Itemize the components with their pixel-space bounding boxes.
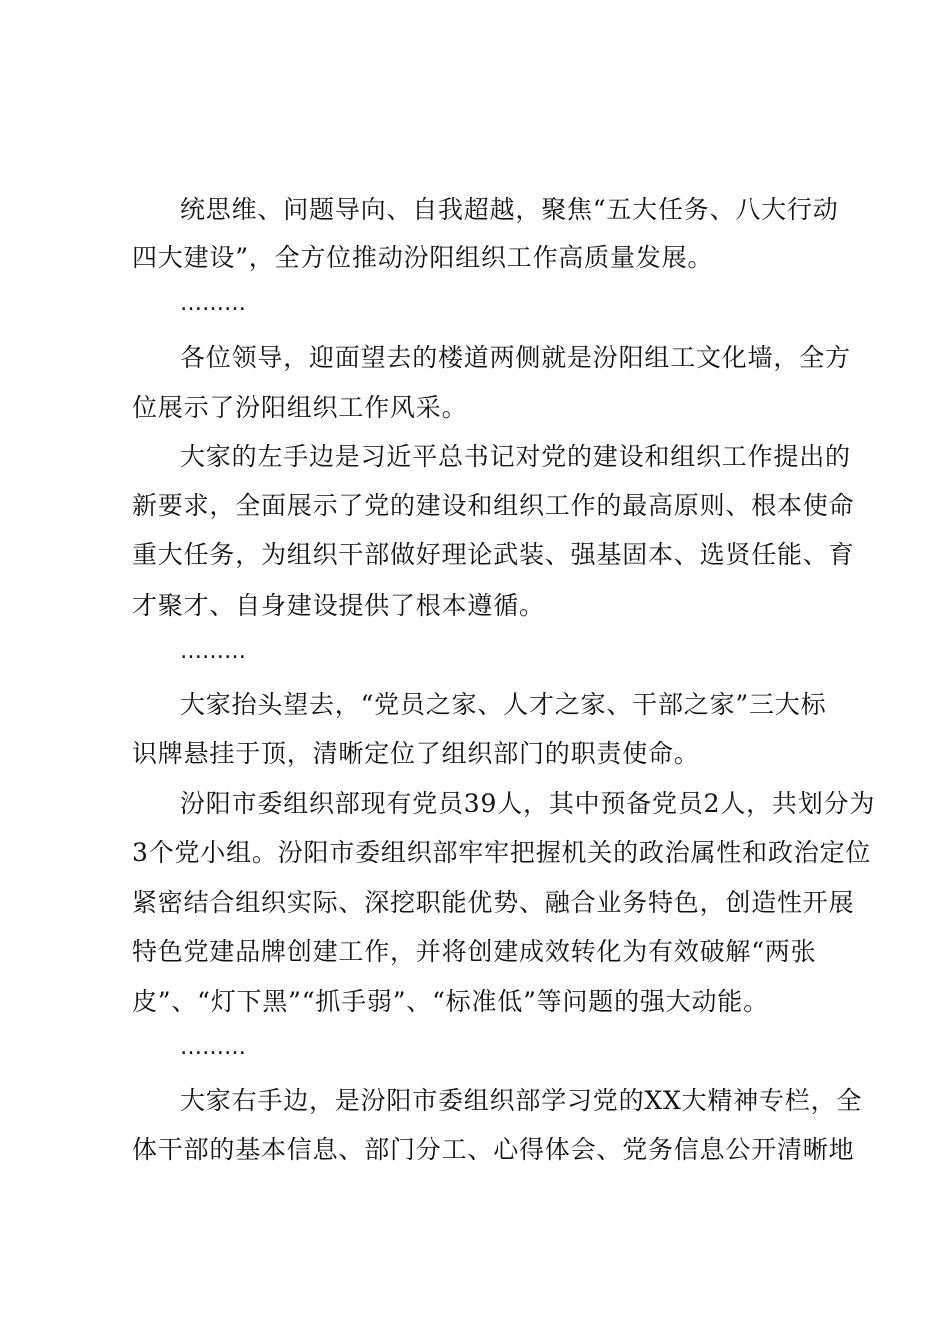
paragraph-line: 各位领导，迎面望去的楼道两侧就是汾阳组工文化墙，全方 bbox=[180, 343, 851, 372]
paragraph-line: 位展示了汾阳组织工作风采。 bbox=[132, 393, 468, 422]
paragraph-line: 重大任务，为组织干部做好理论武装、强基固本、选贤任能、育 bbox=[132, 540, 855, 569]
ellipsis-separator: ……… bbox=[180, 639, 246, 664]
paragraph-line: 汾阳市委组织部现有党员39人，其中预备党员2人，共划分为 bbox=[180, 789, 876, 818]
paragraph-line: 四大建设”，全方位推动汾阳组织工作高质量发展。 bbox=[132, 243, 714, 272]
paragraph-line: 体干部的基本信息、部门分工、心得体会、党务信息公开清晰地 bbox=[132, 1135, 855, 1164]
ellipsis-separator: ……… bbox=[180, 291, 246, 316]
paragraph-line: 紧密结合组织实际、深挖职能优势、融合业务特色，创造性开展 bbox=[132, 888, 855, 917]
paragraph-line: 大家抬头望去，“党员之家、人才之家、干部之家”三大标 bbox=[180, 690, 827, 719]
paragraph-line: 特色党建品牌创建工作，并将创建成效转化为有效破解“两张 bbox=[132, 937, 817, 966]
paragraph-line: 皮”、“灯下黑”“抓手弱”、“标准低”等问题的强大动能。 bbox=[132, 987, 769, 1016]
paragraph-line: 大家右手边，是汾阳市委组织部学习党的XX大精神专栏，全 bbox=[180, 1086, 863, 1115]
ellipsis-separator: ……… bbox=[180, 1035, 246, 1060]
paragraph-line: 才聚才、自身建设提供了根本遵循。 bbox=[132, 591, 545, 620]
paragraph-line: 3个党小组。汾阳市委组织部牢牢把握机关的政治属性和政治定位 bbox=[132, 838, 872, 867]
paragraph-line: 识牌悬挂于顶，清晰定位了组织部门的职责使命。 bbox=[132, 739, 700, 768]
paragraph-line: 统思维、问题导向、自我超越，聚焦“五大任务、八大行动 bbox=[180, 195, 839, 224]
paragraph-line: 大家的左手边是习近平总书记对党的建设和组织工作提出的 bbox=[180, 442, 851, 471]
paragraph-line: 新要求，全面展示了党的建设和组织工作的最高原则、根本使命 bbox=[132, 491, 855, 520]
